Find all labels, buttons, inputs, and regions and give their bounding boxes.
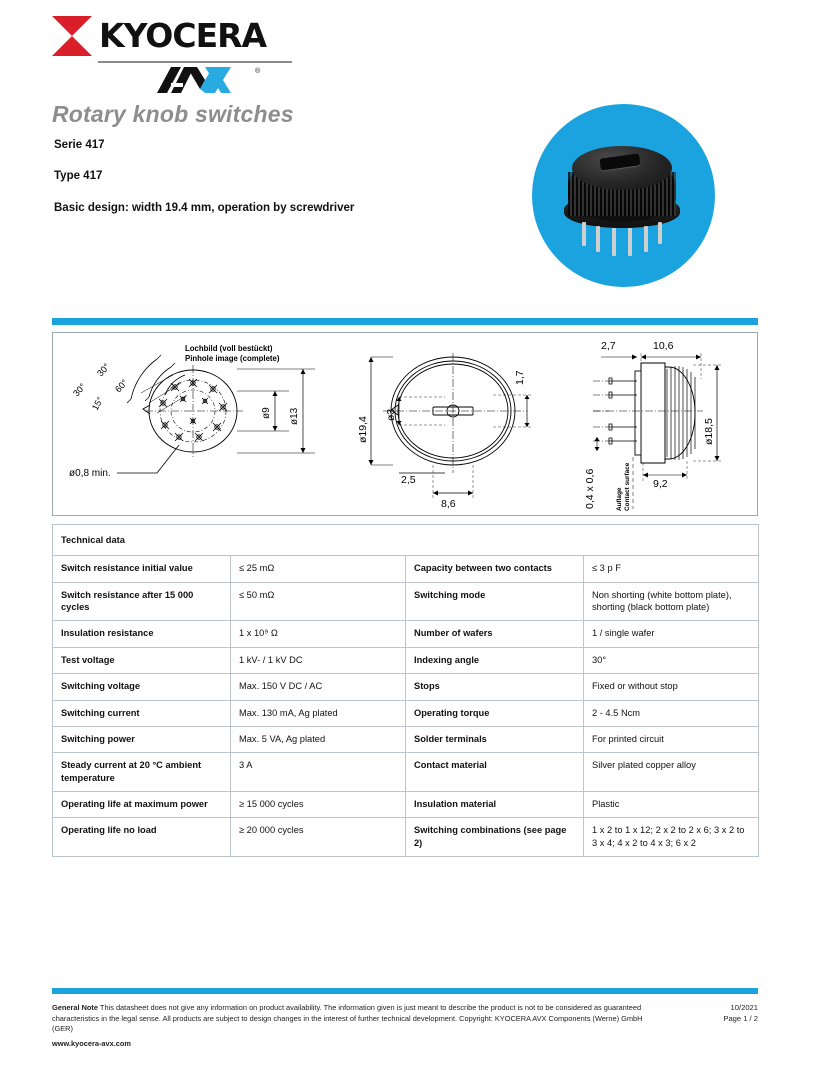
type-label: Type 417	[54, 170, 103, 182]
row-key: Capacity between two contacts	[406, 556, 584, 582]
dim-inner-diameter: ø9	[261, 407, 272, 419]
row-value: Max. 5 VA, Ag plated	[231, 726, 406, 752]
row-value: 1 kV- / 1 kV DC	[231, 647, 406, 673]
accent-bar-top	[52, 318, 758, 325]
row-value: Fixed or without stop	[584, 674, 759, 700]
table-row	[53, 753, 759, 792]
table-row	[53, 726, 759, 752]
dim-slot-width: 8,6	[441, 498, 456, 510]
row-value: ≥ 20 000 cycles	[231, 818, 406, 857]
row-value: 1 x 2 to 1 x 12; 2 x 2 to 2 x 6; 3 x 2 to 3 x 4; 4 x 2 to 4 x 3; 6 x 2	[584, 818, 759, 857]
row-value: ≤ 3 p F	[584, 556, 759, 582]
registered-trademark-icon: ®	[255, 68, 261, 75]
row-key: Number of wafers	[406, 621, 584, 647]
accent-bar-bottom	[52, 988, 758, 994]
avx-wordmark	[157, 66, 261, 96]
row-value: ≤ 25 mΩ	[231, 556, 406, 582]
angle-30a: 30°	[71, 381, 88, 399]
dim-overall-diameter: ø19,4	[357, 416, 369, 443]
kyocera-avx-logo	[52, 14, 292, 92]
row-value: For printed circuit	[584, 726, 759, 752]
technical-drawings-box	[52, 332, 758, 516]
page-title: Rotary knob switches	[52, 101, 294, 127]
table-row	[53, 700, 759, 726]
row-key: Operating life at maximum power	[53, 791, 231, 817]
series-label: Serie 417	[54, 139, 105, 151]
contact-surface-de: Auflage	[616, 487, 623, 511]
website-link[interactable]: www.kyocera-avx.com	[52, 1038, 132, 1048]
table-row	[53, 621, 759, 647]
dim-knob-width: 9,2	[653, 478, 668, 490]
footer-note-label: General Note	[52, 1003, 99, 1012]
kyocera-wordmark: KYOCERA	[99, 16, 267, 55]
row-key: Operating life no load	[53, 818, 231, 857]
row-key: Indexing angle	[406, 647, 584, 673]
basic-design-label: Basic design: width 19.4 mm, operation by screwdriver	[54, 202, 355, 214]
table-row	[53, 818, 759, 857]
row-value: 1 x 10⁹ Ω	[231, 621, 406, 647]
row-value: 30°	[584, 647, 759, 673]
row-value: Silver plated copper alloy	[584, 753, 759, 792]
rotary-knob-illustration	[562, 142, 684, 238]
row-key: Switch resistance after 15 000 cycles	[53, 582, 231, 621]
row-value: ≥ 15 000 cycles	[231, 791, 406, 817]
table-row	[53, 556, 759, 582]
page-number: Page 1 / 2	[723, 1014, 758, 1024]
row-value: Non shorting (white bottom plate), shorting (black bottom plate)	[584, 582, 759, 621]
row-value: 1 / single wafer	[584, 621, 759, 647]
angle-30b: 30°	[95, 361, 112, 379]
dim-pin-section: 0,4 x 0,6	[584, 468, 596, 509]
technical-data-table	[52, 524, 759, 857]
kyocera-diamond-icon	[52, 16, 92, 56]
row-key: Switching current	[53, 700, 231, 726]
technical-data-title: Technical data	[53, 525, 759, 556]
dim-outer-diameter: ø13	[289, 407, 300, 425]
logo-divider	[98, 61, 292, 63]
row-value: Plastic	[584, 791, 759, 817]
footer-note-text: This datasheet does not give any information on product availability. The information given is just meant to describe the product is not to be considered as guaranteed characteristics in the legal sense. All products are subject to design changes in the interest of further technical development. Copyright: KYOCERA AVX Components (Werne) GmbH (GER)	[52, 1003, 643, 1034]
footer-note	[52, 1003, 662, 1049]
table-row	[53, 674, 759, 700]
dim-hole-diameter: ø0,8 min.	[69, 468, 111, 479]
row-key: Contact material	[406, 753, 584, 792]
row-value: 3 A	[231, 753, 406, 792]
row-key: Solder terminals	[406, 726, 584, 752]
row-key: Test voltage	[53, 647, 231, 673]
row-key: Steady current at 20 °C ambient temperature	[53, 753, 231, 792]
left-caption-de: Lochbild (voll bestückt)	[185, 344, 273, 353]
contact-surface-en: Contact surface	[624, 462, 631, 511]
row-value: 2 - 4.5 Ncm	[584, 700, 759, 726]
table-row	[53, 582, 759, 621]
angle-15: 15°	[89, 395, 106, 412]
kyocera-logo-row	[52, 14, 292, 58]
row-key: Switching power	[53, 726, 231, 752]
footer-meta	[723, 1002, 758, 1025]
dim-shaft-diameter: ø3	[385, 408, 397, 421]
table-row	[53, 791, 759, 817]
row-key: Operating torque	[406, 700, 584, 726]
product-photo	[532, 104, 715, 287]
avx-logo-svg	[157, 66, 253, 94]
row-key: Insulation material	[406, 791, 584, 817]
row-key: Switch resistance initial value	[53, 556, 231, 582]
dim-knob-diameter: ø18,5	[703, 418, 715, 445]
row-key: Switching combinations (see page 2)	[406, 818, 584, 857]
left-caption-en: Pinhole image (complete)	[185, 354, 280, 363]
row-key: Switching voltage	[53, 674, 231, 700]
row-key: Stops	[406, 674, 584, 700]
row-key: Switching mode	[406, 582, 584, 621]
dim-pin-length: 2,7	[601, 340, 616, 352]
dim-offset: 2,5	[401, 474, 416, 486]
dim-slot-height: 1,7	[514, 370, 526, 385]
row-value: Max. 130 mA, Ag plated	[231, 700, 406, 726]
row-key: Insulation resistance	[53, 621, 231, 647]
table-row	[53, 647, 759, 673]
angle-60: 60°	[113, 377, 130, 395]
row-value: Max. 150 V DC / AC	[231, 674, 406, 700]
dim-body-length: 10,6	[653, 340, 674, 352]
technical-drawings-svg	[53, 333, 757, 515]
row-value: ≤ 50 mΩ	[231, 582, 406, 621]
table-section-header	[53, 525, 759, 556]
document-date: 10/2021	[730, 1003, 758, 1012]
